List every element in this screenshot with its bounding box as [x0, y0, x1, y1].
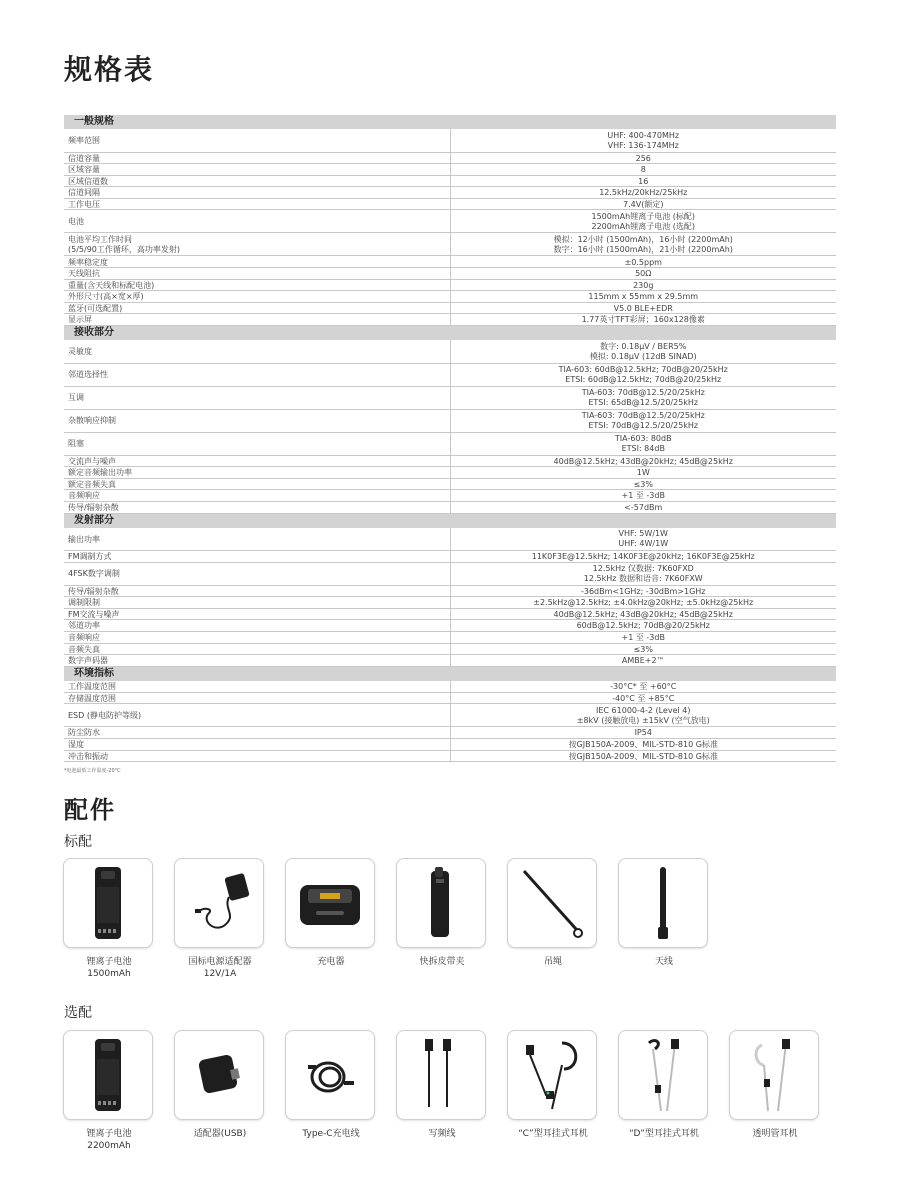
- spec-label-text: 防尘防水: [68, 728, 100, 738]
- accessory-item: [507, 858, 599, 968]
- accessory-caption-line: 2200mAh: [87, 1141, 131, 1151]
- spec-label-text: 天线阻抗: [68, 269, 100, 279]
- tube-earpiece-icon: [734, 1035, 814, 1115]
- spec-value-line: 16: [638, 176, 649, 186]
- spec-value: [450, 129, 836, 152]
- spec-value: [450, 692, 836, 704]
- spec-value-line: 1.77英寸TFT彩屏；160x128像素: [581, 315, 705, 325]
- spec-value-line: 12.5kHz 仅数据: 7K60FXD: [592, 564, 694, 574]
- accessory-item: [285, 1030, 377, 1140]
- spec-row: [64, 620, 836, 632]
- spec-value: [450, 291, 836, 303]
- spec-value-line: TIA-603: 60dB@12.5kHz; 70dB@20/25kHz: [558, 365, 728, 375]
- spec-label: [64, 692, 450, 704]
- spec-label-text: 邻道功率: [68, 621, 100, 631]
- spec-label-text: 互调: [68, 393, 84, 403]
- spec-value: [450, 152, 836, 164]
- typec-cable-icon: [290, 1035, 370, 1115]
- accessory-image-frame: [507, 858, 597, 948]
- spec-value-line: 数字: 0.18μV / BER5%: [600, 341, 687, 351]
- spec-value-line: V5.0 BLE+EDR: [613, 303, 673, 313]
- spec-value: [450, 704, 836, 727]
- spec-value-line: 115mm x 55mm x 29.5mm: [588, 292, 699, 302]
- spec-label: [64, 704, 450, 727]
- accessory-image-frame: [396, 858, 486, 948]
- spec-value-line: 7.4V(额定): [623, 199, 664, 209]
- spec-value-line: IEC 61000-4-2 (Level 4): [596, 705, 691, 715]
- spec-row: [64, 233, 836, 256]
- spec-value-line: ≤3%: [633, 479, 653, 489]
- spec-value-line: 11K0F3E@12.5kHz; 14K0F3E@20kHz; 16K0F3E@25kHz: [531, 552, 755, 562]
- spec-row: [64, 467, 836, 479]
- spec-label-text: 区域信道数: [68, 176, 108, 186]
- accessory-caption-line: 适配器(USB): [193, 1129, 247, 1139]
- spec-label: [64, 455, 450, 467]
- spec-value: [450, 386, 836, 409]
- spec-value-line: -36dBm<1GHz; -30dBm>1GHz: [580, 586, 706, 596]
- accessory-image-frame: [174, 858, 264, 948]
- spec-value: [450, 302, 836, 314]
- spec-value: [450, 501, 836, 513]
- spec-value: [450, 528, 836, 551]
- spec-value: [450, 409, 836, 432]
- spec-value-line: 40dB@12.5kHz; 43dB@20kHz; 45dB@25kHz: [553, 609, 733, 619]
- spec-label: [64, 279, 450, 291]
- spec-value-line: 8: [640, 165, 646, 175]
- accessory-caption-line: 充电器: [317, 957, 345, 967]
- spec-label: [64, 152, 450, 164]
- spec-value: [450, 256, 836, 268]
- accessory-caption: [174, 956, 266, 980]
- spec-row: [64, 727, 836, 739]
- spec-label-text: 音频响应: [68, 491, 100, 501]
- section-header: [64, 326, 836, 341]
- spec-label-text: 显示屏: [68, 315, 92, 325]
- spec-value-line: UHF: 400-470MHz: [607, 130, 680, 140]
- spec-label: [64, 597, 450, 609]
- spec-value-line: 1500mAh锂离子电池 (标配): [591, 211, 695, 221]
- spec-value-line: ±8kV (接触放电) ±15kV (空气放电): [576, 715, 710, 725]
- accessory-caption-line: “C”型耳挂式耳机: [518, 1129, 588, 1139]
- accessory-caption: [618, 956, 710, 968]
- section-title: 接收部分: [64, 326, 836, 341]
- accessory-caption-line: 国标电源适配器: [188, 957, 252, 967]
- spec-value: [450, 268, 836, 280]
- spec-label: [64, 562, 450, 585]
- spec-row: [64, 279, 836, 291]
- spec-label: [64, 467, 450, 479]
- accessory-item: [618, 1030, 710, 1140]
- accessory-item: [285, 858, 377, 968]
- accessory-caption: [63, 956, 155, 980]
- spec-label-text: 调制限制: [68, 598, 100, 608]
- spec-label: [64, 551, 450, 563]
- spec-row: [64, 478, 836, 490]
- spec-label-text: 重量(含天线和标配电池): [68, 280, 155, 290]
- spec-row: [64, 175, 836, 187]
- spec-label: [64, 727, 450, 739]
- spec-table: [64, 115, 836, 762]
- spec-row: [64, 562, 836, 585]
- accessory-caption-line: 12V/1A: [203, 969, 237, 979]
- spec-value: [450, 597, 836, 609]
- spec-value: [450, 631, 836, 643]
- spec-label: [64, 268, 450, 280]
- spec-value-line: VHF: 5W/1W: [618, 529, 668, 539]
- spec-value: [450, 210, 836, 233]
- spec-label-note: (5/5/90工作循环，高功率发射): [68, 244, 180, 254]
- power-adapter-icon: [179, 863, 259, 943]
- accessories-title: 配件: [64, 796, 116, 824]
- accessory-image-frame: [63, 1030, 153, 1120]
- spec-label-text: 传导/辐射杂散: [68, 586, 119, 596]
- spec-row: [64, 528, 836, 551]
- spec-row: [64, 256, 836, 268]
- spec-value: [450, 551, 836, 563]
- section-title: 环境指标: [64, 666, 836, 681]
- spec-label: [64, 129, 450, 152]
- spec-row: [64, 386, 836, 409]
- accessory-caption: [507, 956, 599, 968]
- accessory-item: [729, 1030, 821, 1140]
- spec-value: [450, 643, 836, 655]
- spec-value-line: AMBE+2™: [621, 656, 665, 666]
- section-header: [64, 513, 836, 528]
- spec-row: [64, 692, 836, 704]
- accessory-item: [396, 1030, 488, 1140]
- battery-icon: [68, 863, 148, 943]
- accessory-image-frame: [729, 1030, 819, 1120]
- accessory-image-frame: [174, 1030, 264, 1120]
- spec-row: [64, 291, 836, 303]
- spec-value-line: 12.5kHz 数据和语音: 7K60FXW: [583, 574, 703, 584]
- accessory-caption-line: 锂离子电池: [86, 957, 132, 967]
- accessory-caption-line: Type-C充电线: [302, 1129, 360, 1139]
- spec-row: [64, 455, 836, 467]
- accessory-item: [618, 858, 710, 968]
- accessory-caption-line: 写频线: [428, 1129, 456, 1139]
- spec-label: [64, 409, 450, 432]
- spec-row: [64, 704, 836, 727]
- accessory-image-frame: [507, 1030, 597, 1120]
- spec-value: [450, 739, 836, 751]
- accessory-item: [396, 858, 488, 968]
- optional-title: 选配: [64, 1005, 92, 1021]
- spec-label-text: 4FSK数字调制: [68, 569, 120, 579]
- spec-label: [64, 256, 450, 268]
- spec-label-text: 频率稳定度: [68, 257, 108, 267]
- spec-value-line: ETSI: 60dB@12.5kHz; 70dB@20/25kHz: [565, 375, 722, 385]
- accessory-caption: [729, 1128, 821, 1140]
- antenna-icon: [623, 863, 703, 943]
- spec-label-text: 电池: [68, 217, 84, 227]
- spec-value-line: 60dB@12.5kHz; 70dB@20/25kHz: [576, 621, 710, 631]
- spec-label-text: 音频失真: [68, 644, 100, 654]
- spec-label-text: 杂散响应抑制: [68, 416, 116, 426]
- spec-value-line: 2200mAh锂离子电池 (选配): [591, 221, 695, 231]
- c-earpiece-icon: [512, 1035, 592, 1115]
- spec-row: [64, 409, 836, 432]
- spec-label: [64, 643, 450, 655]
- accessory-caption: [174, 1128, 266, 1140]
- spec-row: [64, 631, 836, 643]
- charger-icon: [290, 863, 370, 943]
- spec-value: [450, 279, 836, 291]
- spec-label: [64, 291, 450, 303]
- spec-label-text: 额定音频失真: [68, 479, 116, 489]
- spec-value: [450, 585, 836, 597]
- spec-value: [450, 608, 836, 620]
- spec-label-text: FM交流与噪声: [68, 609, 120, 619]
- spec-value: [450, 187, 836, 199]
- spec-row: [64, 643, 836, 655]
- spec-row: [64, 198, 836, 210]
- accessory-caption: [618, 1128, 710, 1140]
- spec-row: [64, 129, 836, 152]
- spec-value-line: +1 至 -3dB: [621, 633, 665, 643]
- spec-value-line: 数字：16小时 (1500mAh)，21小时 (2200mAh): [553, 244, 733, 254]
- spec-label: [64, 175, 450, 187]
- spec-row: [64, 597, 836, 609]
- spec-label-text: 输出功率: [68, 534, 100, 544]
- spec-label-text: 频率范围: [68, 136, 100, 145]
- spec-value: [450, 681, 836, 693]
- spec-label: [64, 681, 450, 693]
- spec-value: [450, 432, 836, 455]
- spec-value-line: ≤3%: [633, 644, 653, 654]
- spec-value: [450, 314, 836, 326]
- accessory-caption-line: 1500mAh: [87, 969, 131, 979]
- spec-value: [450, 467, 836, 479]
- accessory-caption-line: 天线: [654, 957, 673, 967]
- spec-row: [64, 302, 836, 314]
- spec-row: [64, 314, 836, 326]
- spec-label: [64, 528, 450, 551]
- spec-value-line: VHF: 136-174MHz: [607, 140, 679, 150]
- spec-value: [450, 727, 836, 739]
- spec-value-line: 40dB@12.5kHz; 43dB@20kHz; 45dB@25kHz: [553, 456, 733, 466]
- spec-value-line: -40°C 至 +85°C: [612, 693, 675, 703]
- spec-row: [64, 501, 836, 513]
- accessory-item: [507, 1030, 599, 1140]
- accessory-caption: [396, 1128, 488, 1140]
- spec-value-line: ±2.5kHz@12.5kHz; ±4.0kHz@20kHz; ±5.0kHz@25kHz: [533, 598, 754, 608]
- spec-row: [64, 363, 836, 386]
- spec-label-text: 工作电压: [68, 199, 100, 209]
- spec-value: [450, 562, 836, 585]
- spec-label: [64, 340, 450, 363]
- spec-label-text: 额定音频输出功率: [68, 468, 132, 478]
- spec-label-text: 电池平均工作时间: [68, 235, 132, 245]
- spec-value-line: TIA-603: 70dB@12.5/20/25kHz: [581, 388, 705, 398]
- spec-value-line: 模拟: 0.18μV (12dB SINAD): [589, 351, 697, 361]
- spec-value: [450, 340, 836, 363]
- spec-value-line: 按GJB150A-2009、MIL-STD-810 G标准: [568, 740, 718, 750]
- spec-row: [64, 210, 836, 233]
- accessory-image-frame: [285, 1030, 375, 1120]
- spec-value: [450, 233, 836, 256]
- spec-label: [64, 608, 450, 620]
- spec-row: [64, 739, 836, 751]
- accessory-caption: [285, 956, 377, 968]
- spec-value-line: TIA-603: 80dB: [614, 434, 672, 444]
- accessory-caption: [63, 1128, 155, 1152]
- spec-value-line: ±0.5ppm: [624, 257, 662, 267]
- section-header: [64, 666, 836, 681]
- spec-label-text: 区域容量: [68, 165, 100, 175]
- spec-row: [64, 432, 836, 455]
- spec-value: [450, 750, 836, 762]
- accessory-caption: [285, 1128, 377, 1140]
- spec-row: [64, 340, 836, 363]
- spec-value-line: ETSI: 84dB: [621, 444, 665, 454]
- accessory-image-frame: [618, 1030, 708, 1120]
- accessory-caption-line: 快拆皮带夹: [419, 957, 465, 967]
- spec-value: [450, 363, 836, 386]
- spec-value-line: IP54: [634, 728, 652, 738]
- spec-label: [64, 164, 450, 176]
- spec-value-line: -30°C* 至 +60°C: [610, 682, 677, 692]
- spec-label-text: 传导/辐射杂散: [68, 502, 119, 512]
- spec-label: [64, 198, 450, 210]
- battery-icon: [68, 1035, 148, 1115]
- standard-title: 标配: [64, 834, 92, 850]
- accessory-image-frame: [63, 858, 153, 948]
- spec-row: [64, 655, 836, 667]
- spec-label-text: 邻道选择性: [68, 370, 108, 380]
- spec-row: [64, 164, 836, 176]
- spec-label: [64, 314, 450, 326]
- spec-label-text: 存储温度范围: [68, 693, 116, 703]
- spec-row: [64, 681, 836, 693]
- spec-value-line: ETSI: 65dB@12.5/20/25kHz: [588, 398, 699, 408]
- footnote: *电池最低工作温度-20°C: [64, 768, 121, 774]
- accessory-caption: [507, 1128, 599, 1140]
- spec-row: [64, 585, 836, 597]
- spec-label: [64, 585, 450, 597]
- accessory-caption-line: 吊绳: [543, 957, 562, 967]
- spec-value-line: 12.5kHz/20kHz/25kHz: [599, 188, 688, 198]
- accessory-item: [63, 858, 155, 980]
- spec-label-text: 外形尺寸(高×宽×厚): [68, 292, 144, 302]
- spec-label: [64, 739, 450, 751]
- spec-label: [64, 501, 450, 513]
- spec-label-text: 信道间隔: [68, 188, 100, 198]
- spec-value-line: 1W: [636, 468, 650, 478]
- spec-label-text: 工作温度范围: [68, 682, 116, 692]
- accessory-caption-line: 锂离子电池: [86, 1129, 132, 1139]
- spec-label-text: 信道容量: [68, 153, 100, 163]
- spec-row: [64, 490, 836, 502]
- spec-value-line: 256: [635, 153, 651, 163]
- spec-value-line: 模拟：12小时 (1500mAh)，16小时 (2200mAh): [553, 234, 733, 244]
- spec-value-line: ETSI: 70dB@12.5/20/25kHz: [588, 421, 699, 431]
- spec-row: [64, 268, 836, 280]
- spec-value: [450, 620, 836, 632]
- spec-value: [450, 198, 836, 210]
- spec-value-line: 230g: [633, 280, 654, 290]
- spec-label-text: FM调制方式: [68, 552, 112, 562]
- spec-value: [450, 455, 836, 467]
- spec-label-text: 交流声与噪声: [68, 456, 116, 466]
- accessory-caption: [396, 956, 488, 968]
- spec-label: [64, 302, 450, 314]
- spec-label-text: 阻塞: [68, 439, 84, 449]
- spec-value-line: UHF: 4W/1W: [618, 539, 669, 549]
- section-title: 一般规格: [64, 115, 836, 129]
- spec-value-line: TIA-603: 70dB@12.5/20/25kHz: [581, 411, 705, 421]
- spec-label: [64, 233, 450, 256]
- spec-label-text: 灵敏度: [68, 347, 92, 357]
- accessory-item: [174, 858, 266, 980]
- spec-label: [64, 620, 450, 632]
- section-title: 发射部分: [64, 513, 836, 528]
- spec-row: [64, 551, 836, 563]
- spec-value-line: 按GJB150A-2009、MIL-STD-810 G标准: [568, 751, 718, 761]
- spec-label: [64, 210, 450, 233]
- lanyard-icon: [512, 863, 592, 943]
- spec-label-text: 冲击和振动: [68, 751, 108, 761]
- spec-label-text: 湿度: [68, 740, 84, 750]
- page-title: 规格表: [64, 53, 155, 86]
- spec-value: [450, 164, 836, 176]
- spec-value: [450, 655, 836, 667]
- accessory-caption-line: “D”型耳挂式耳机: [629, 1129, 699, 1139]
- section-header: [64, 115, 836, 129]
- accessory-item: [63, 1030, 155, 1152]
- spec-label-text: 音频响应: [68, 633, 100, 643]
- belt-clip-icon: [401, 863, 481, 943]
- spec-row: [64, 152, 836, 164]
- spec-label: [64, 750, 450, 762]
- spec-label: [64, 432, 450, 455]
- spec-label: [64, 490, 450, 502]
- accessory-image-frame: [618, 858, 708, 948]
- accessory-item: [174, 1030, 266, 1140]
- spec-row: [64, 750, 836, 762]
- accessory-caption-line: 透明管耳机: [752, 1129, 798, 1139]
- spec-value-line: 50Ω: [635, 269, 652, 279]
- accessory-image-frame: [285, 858, 375, 948]
- spec-label-text: 蓝牙(可选配置): [68, 303, 123, 313]
- spec-value: [450, 490, 836, 502]
- spec-label-text: 数字声码器: [68, 656, 108, 666]
- accessory-image-frame: [396, 1030, 486, 1120]
- spec-label: [64, 187, 450, 199]
- spec-value: [450, 175, 836, 187]
- spec-label: [64, 631, 450, 643]
- spec-value-line: +1 至 -3dB: [621, 491, 665, 501]
- spec-label-text: ESD (静电防护等级): [68, 711, 142, 721]
- spec-row: [64, 187, 836, 199]
- d-earpiece-icon: [623, 1035, 703, 1115]
- spec-value-line: <-57dBm: [624, 502, 663, 512]
- spec-label: [64, 386, 450, 409]
- spec-row: [64, 608, 836, 620]
- usb-adapter-icon: [179, 1035, 259, 1115]
- programming-cable-icon: [401, 1035, 481, 1115]
- spec-label: [64, 363, 450, 386]
- spec-label: [64, 478, 450, 490]
- spec-value: [450, 478, 836, 490]
- spec-label: [64, 655, 450, 667]
